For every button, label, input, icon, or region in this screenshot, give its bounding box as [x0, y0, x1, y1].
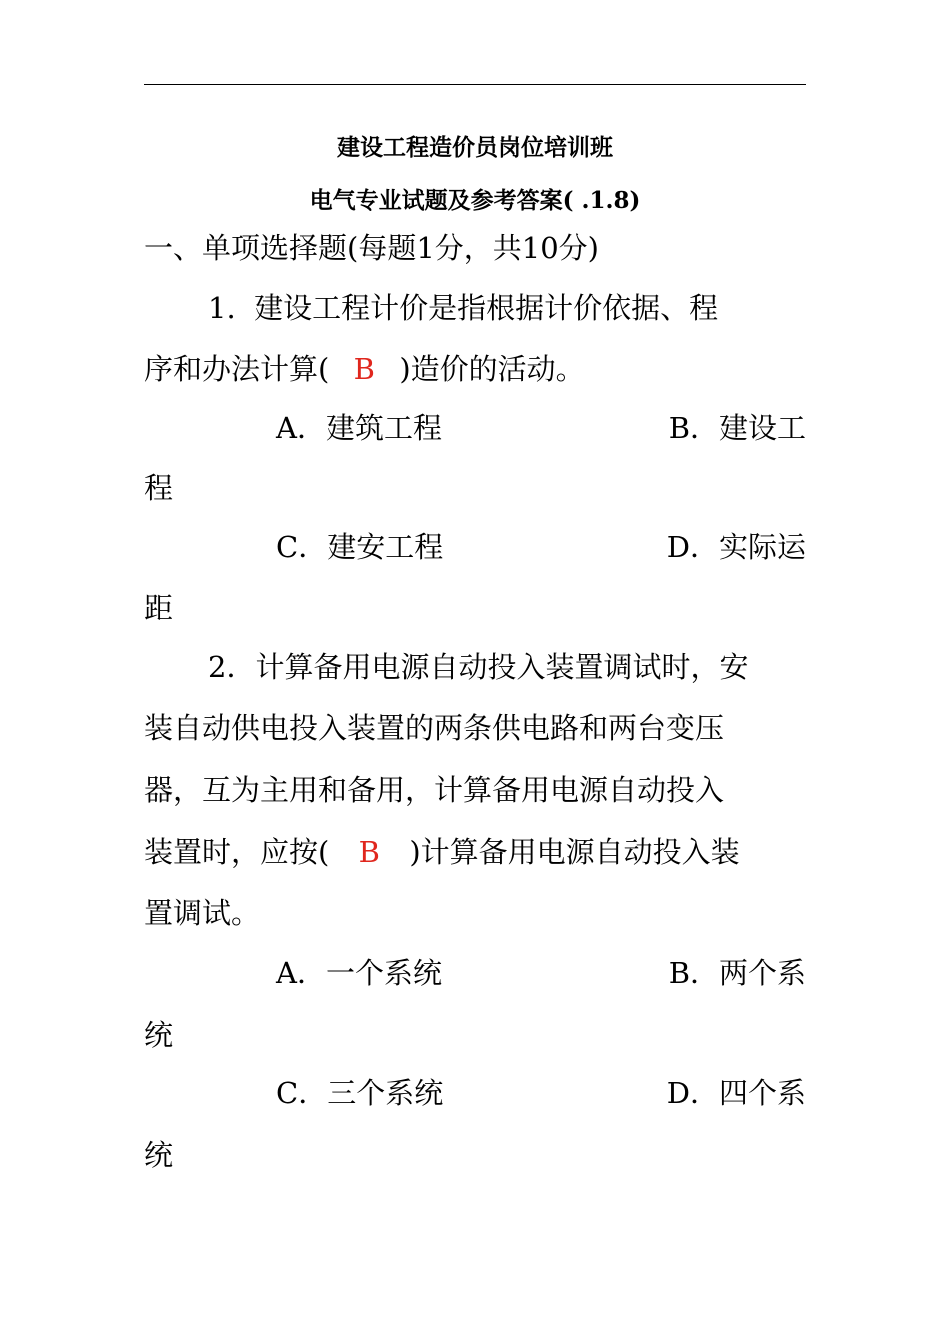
question-2-option-c: C．三个系统 [276, 1076, 444, 1110]
question-2-option-b-wrap: 统 [144, 1018, 174, 1052]
document-subtitle: 电气专业试题及参考答案( .1.8) [309, 187, 641, 214]
question-2-option-b: B．两个系 [668, 956, 806, 990]
question-2-stem-after: )计算备用电源自动投入装 [409, 835, 740, 869]
question-1-option-d: D．实际运 [666, 530, 806, 564]
section-heading: 一、单项选择题(每题1分，共10分) [144, 231, 599, 265]
document-title: 建设工程造价员岗位培训班 [337, 134, 613, 161]
question-1-option-c: C．建安工程 [276, 530, 444, 564]
question-2-line-4 [144, 835, 740, 869]
question-2-line-5: 置调试。 [144, 896, 261, 930]
question-1-option-b: B．建设工 [668, 411, 806, 445]
question-2-answer: B [358, 835, 380, 869]
question-2-stem-before: 装置时，应按( [144, 835, 330, 869]
question-1-option-d-wrap: 距 [144, 591, 174, 625]
question-2-line-3: 器，互为主用和备用，计算备用电源自动投入 [144, 773, 725, 807]
question-1-stem-after: )造价的活动。 [399, 352, 585, 386]
question-1-stem-before: 序和办法计算( [144, 352, 330, 386]
question-2-option-a: A．一个系统 [276, 956, 442, 990]
question-1-option-b-wrap: 程 [144, 471, 174, 505]
question-1-line-1: 1. 建设工程计价是指根据计价依据、程 [208, 291, 719, 325]
question-2-line-1: 2．计算备用电源自动投入装置调试时，安 [208, 650, 749, 684]
question-1-option-a: A．建筑工程 [276, 411, 442, 445]
question-1-line-2 [144, 352, 585, 386]
question-1-answer: B [353, 352, 375, 386]
header-rule [144, 84, 806, 85]
question-2-line-2: 装自动供电投入装置的两条供电路和两台变压 [144, 711, 725, 745]
question-2-option-d-wrap: 统 [144, 1138, 174, 1172]
question-2-option-d: D．四个系 [666, 1076, 806, 1110]
